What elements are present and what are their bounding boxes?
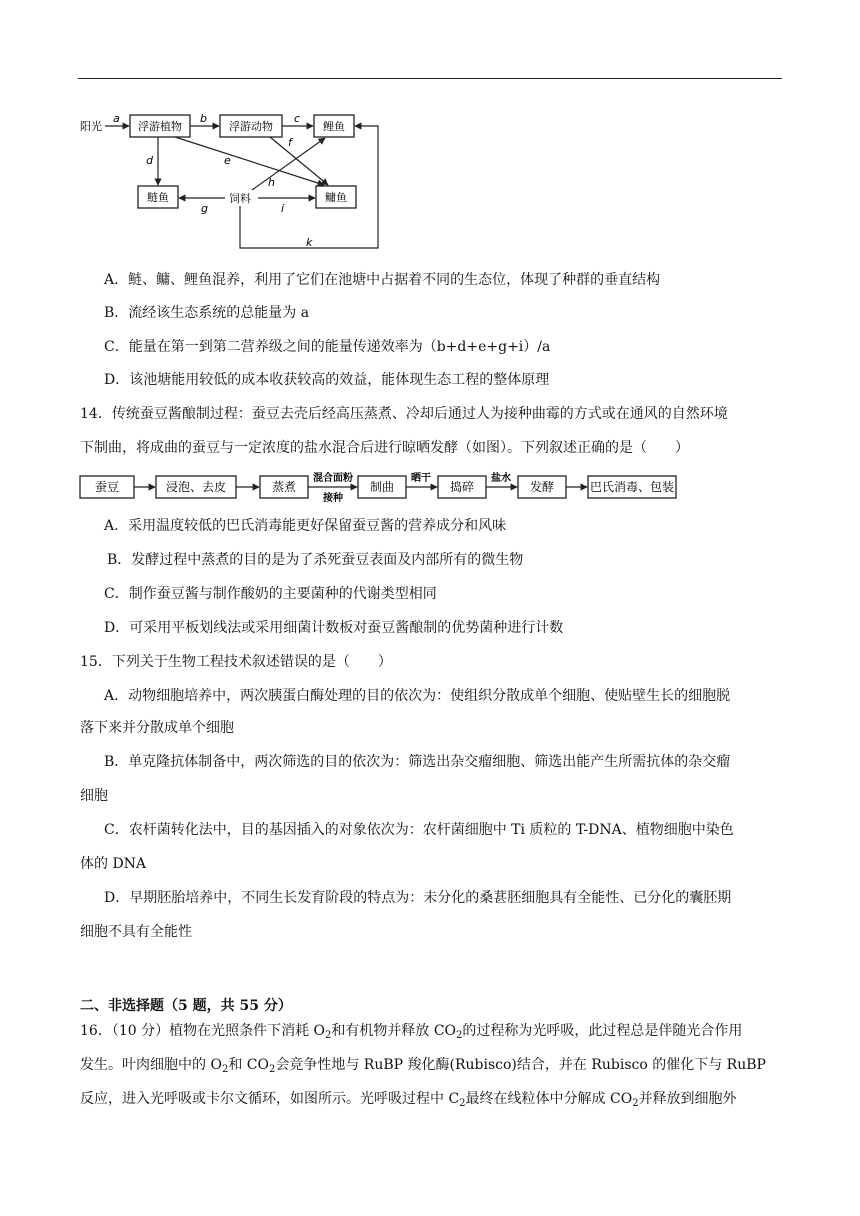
q13-option-b: B．流经该生态系统的总能量为 a [104, 305, 310, 321]
node-sun: 阳光 [80, 120, 102, 133]
q14-option-c: C．制作蚕豆酱与制作酸奶的主要菌种的代谢类型相同 [104, 586, 437, 602]
flow-step-7: 巴氏消毒、包装 [589, 480, 675, 494]
edge-label-i: i [281, 202, 285, 215]
q15-option-c-1: C．农杆菌转化法中，目的基因插入的对象依次为：农杆菌细胞中 Ti 质粒的 T-DNA、植物细胞中染色 [104, 822, 734, 838]
flow-step-1: 蚕豆 [94, 480, 120, 494]
q15-option-d-1: D．早期胚胎培养中，不同生长发育阶段的特点为：未分化的桑葚胚细胞具有全能性、已分化的囊胚期 [104, 890, 732, 906]
edge-e [175, 137, 324, 185]
q14-option-d: D．可采用平板划线法或采用细菌计数板对蚕豆酱酿制的优势菌种进行计数 [104, 620, 564, 636]
flow-step-4: 制曲 [369, 480, 395, 494]
edge-label-a: a [113, 112, 120, 125]
q15-option-a-1: A．动物细胞培养中，两次胰蛋白酶处理的目的依次为：使组织分散成单个细胞、使贴壁生长的细胞脱 [104, 688, 731, 704]
edge-label-k: k [306, 236, 313, 249]
node-silver-carp: 鲢鱼 [147, 191, 169, 204]
q13-option-a: A．鲢、鳙、鲤鱼混养，利用了它们在池塘中占据着不同的生态位，体现了种群的垂直结构 [104, 272, 661, 288]
flow-arrow-label-inoculate: 接种 [323, 493, 343, 504]
header-rule [78, 78, 782, 79]
flow-step-2: 浸泡、去皮 [165, 480, 227, 494]
node-zooplankton: 浮游动物 [229, 120, 273, 133]
flow-arrow-label-mix: 混合面粉 [313, 473, 353, 484]
q15-option-d-2: 细胞不具有全能性 [80, 924, 192, 940]
q13-option-d: D．该池塘能用较低的成本收获较高的效益，能体现生态工程的整体原理 [104, 372, 550, 388]
flow-step-6: 发酵 [529, 480, 555, 494]
node-feed: 饲料 [229, 192, 251, 205]
q15-option-b-1: B．单克隆抗体制备中，两次筛选的目的依次为：筛选出杂交瘤细胞、筛选出能产生所需抗体的杂交瘤 [104, 754, 731, 770]
food-web-diagram [70, 100, 400, 260]
q15-option-a-2: 落下来并分散成单个细胞 [80, 720, 234, 736]
edge-label-h: h [268, 176, 275, 189]
edge-label-c: c [294, 112, 301, 125]
q13-option-c: C．能量在第一到第二营养级之间的能量传递效率为（b+d+e+g+i）/a [104, 339, 551, 355]
node-phytoplankton: 浮游植物 [138, 120, 182, 133]
q16-line-2: 发生。叶肉细胞中的 $O_2$和 $CO_2$会竞争性地与 RuBP 羧化酶(Rubisco)结合，并在 Rubisco 的催化下与 RuBP [80, 1057, 766, 1075]
flow-step-3: 蒸煮 [271, 480, 297, 494]
edge-label-d: d [146, 154, 153, 167]
q14-option-a: A．采用温度较低的巴氏消毒能更好保留蚕豆酱的营养成分和风味 [104, 518, 507, 534]
q14-stem-1: 14．传统蚕豆酱酿制过程：蚕豆去壳后经高压蒸煮、冷却后通过人为接种曲霉的方式或在通风的自然环境 [80, 406, 728, 422]
edge-k [240, 126, 378, 248]
edge-label-b: b [200, 112, 207, 125]
flow-arrow-label-dry: 晒干 [411, 473, 431, 484]
q15-option-c-2: 体的 DNA [80, 856, 147, 872]
flow-arrow-label-brine: 盐水 [491, 473, 511, 484]
edge-f [270, 137, 328, 185]
q14-stem-2: 下制曲，将成曲的蚕豆与一定浓度的盐水混合后进行晾晒发酵（如图）。下列叙述正确的是（ ） [80, 440, 689, 456]
node-carp: 鲤鱼 [323, 120, 345, 133]
q16-line-3: 反应，进入光呼吸或卡尔文循环，如图所示。光呼吸过程中 $C_2$最终在线粒体中分解成 $CO_2$并释放到细胞外 [80, 1091, 737, 1109]
q15-stem: 15．下列关于生物工程技术叙述错误的是（ ） [80, 654, 392, 670]
edge-label-e: e [224, 154, 231, 167]
q16-line-1: 16．（10 分）植物在光照条件下消耗 $O_2$和有机物并释放 $CO_2$的过程称为光呼吸，此过程总是伴随光合作用 [80, 1023, 743, 1041]
fermentation-flowchart [78, 470, 688, 504]
section-title: 二、非选择题（5 题，共 55 分） [80, 998, 292, 1014]
node-bighead-carp: 鳙鱼 [325, 191, 347, 204]
flow-step-5: 捣碎 [449, 480, 475, 494]
q15-option-b-2: 细胞 [80, 788, 108, 804]
edge-label-g: g [201, 202, 208, 215]
edge-label-f: f [288, 136, 292, 149]
q14-option-b: B．发酵过程中蒸煮的目的是为了杀死蚕豆表面及内部所有的微生物 [107, 552, 524, 568]
